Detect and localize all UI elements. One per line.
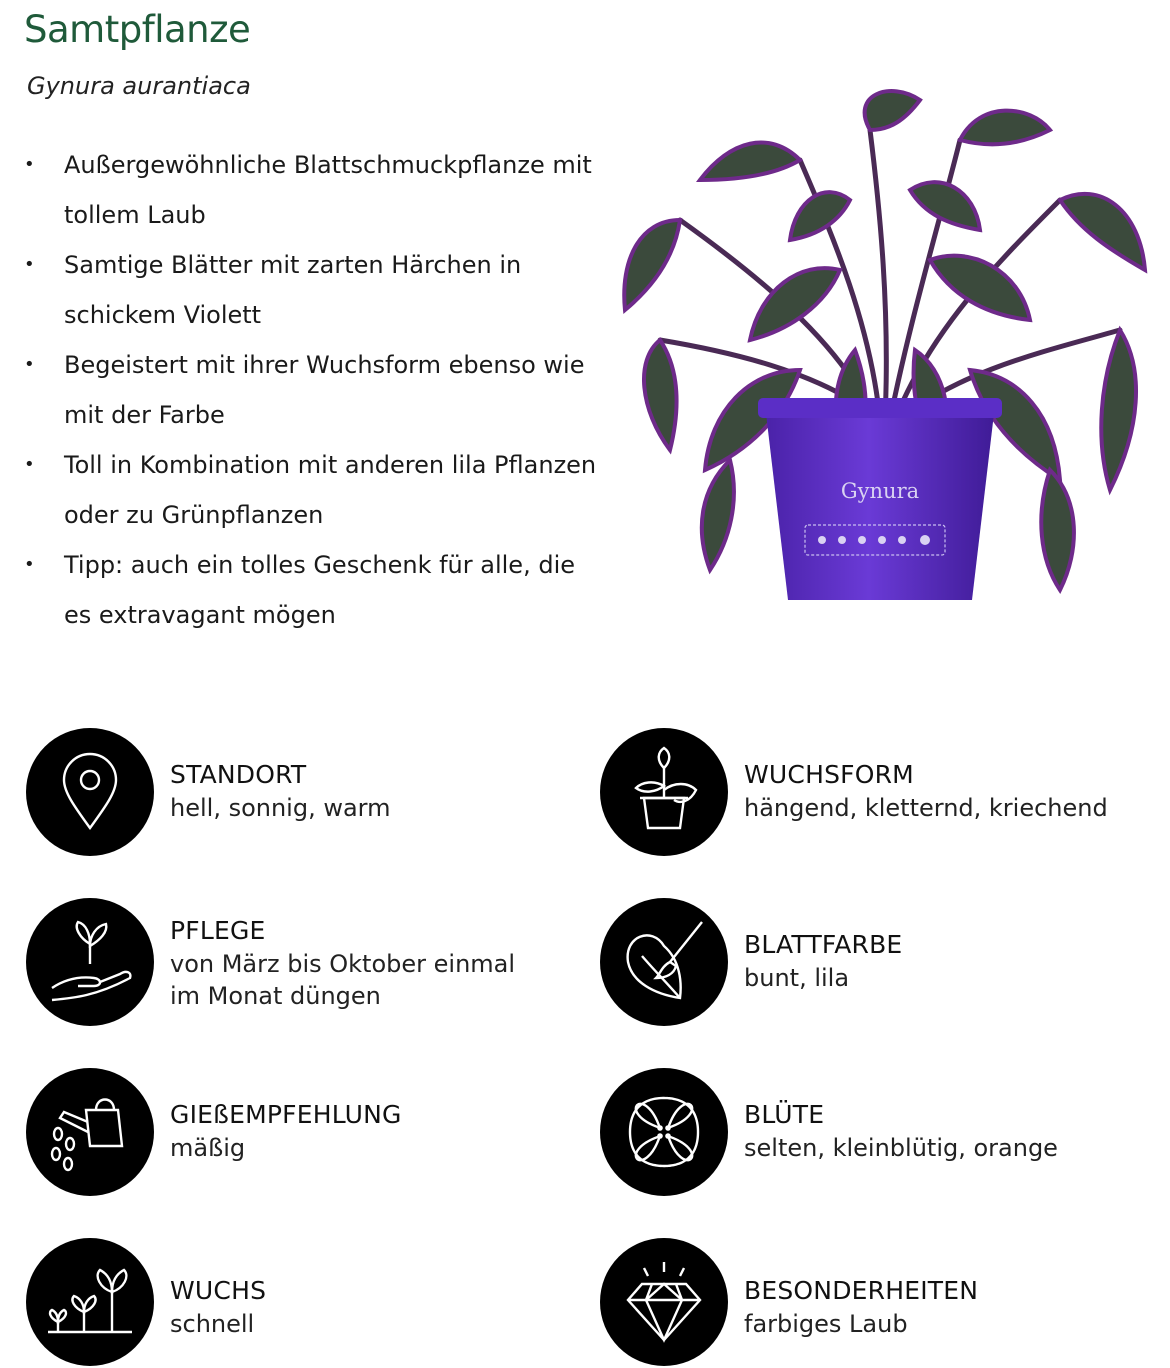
feature-bluete [600, 1068, 1160, 1198]
potted-plant-icon [600, 728, 728, 856]
diamond-icon [600, 1238, 728, 1366]
feature-value: farbiges Laub [744, 1310, 908, 1338]
location-pin-icon [26, 728, 154, 856]
feature-value: bunt, lila [744, 964, 850, 992]
feature-bullet-list [0, 140, 600, 640]
feature-wuchsform [600, 728, 1160, 858]
bullet-item: • Begeistert mit ihrer Wuchsform ebenso wie mit der Farbe [0, 340, 600, 440]
hand-seedling-icon [26, 898, 154, 1026]
growing-sprouts-icon [26, 1238, 154, 1366]
watering-can-icon [26, 1068, 154, 1196]
feature-value: hängend, kletternd, kriechend [744, 794, 1108, 822]
feature-value: selten, kleinblütig, orange [744, 1134, 1058, 1162]
feature-value: von März bis Oktober einmal im Monat düngen [170, 950, 516, 1010]
feature-label: WUCHSFORM [744, 760, 914, 789]
feature-label: STANDORT [170, 760, 307, 789]
feature-pflege [26, 898, 586, 1028]
feature-standort [26, 728, 586, 858]
pot-label: Gynura [840, 479, 920, 503]
page-title: Samtpflanze [24, 8, 251, 51]
feature-giessempfehlung [26, 1068, 586, 1198]
plant-image [600, 70, 1160, 630]
feature-value: mäßig [170, 1134, 246, 1162]
leaf-paintbrush-icon [600, 898, 728, 1026]
feature-label: BLATTFARBE [744, 930, 903, 959]
feature-label: PFLEGE [170, 916, 266, 945]
latin-name: Gynura aurantiaca [27, 72, 251, 100]
feature-besonderheiten [600, 1238, 1160, 1368]
bullet-item: • Außergewöhnliche Blattschmuckpflanze mit tollem Laub [0, 140, 600, 240]
bullet-item: • Samtige Blätter mit zarten Härchen in schickem Violett [0, 240, 600, 340]
feature-label: GIEßEMPFEHLUNG [170, 1100, 402, 1129]
flower-icon [600, 1068, 728, 1196]
feature-value: hell, sonnig, warm [170, 794, 391, 822]
feature-value: schnell [170, 1310, 255, 1338]
feature-label: WUCHS [170, 1276, 267, 1305]
bullet-item: • Toll in Kombination mit anderen lila Pflanzen oder zu Grünpflanzen [0, 440, 600, 540]
bullet-item: • Tipp: auch ein tolles Geschenk für alle, die es extravagant mögen [0, 540, 600, 640]
feature-label: BESONDERHEITEN [744, 1276, 979, 1305]
feature-wuchs [26, 1238, 586, 1368]
feature-label: BLÜTE [744, 1100, 825, 1129]
feature-blattfarbe [600, 898, 1160, 1028]
